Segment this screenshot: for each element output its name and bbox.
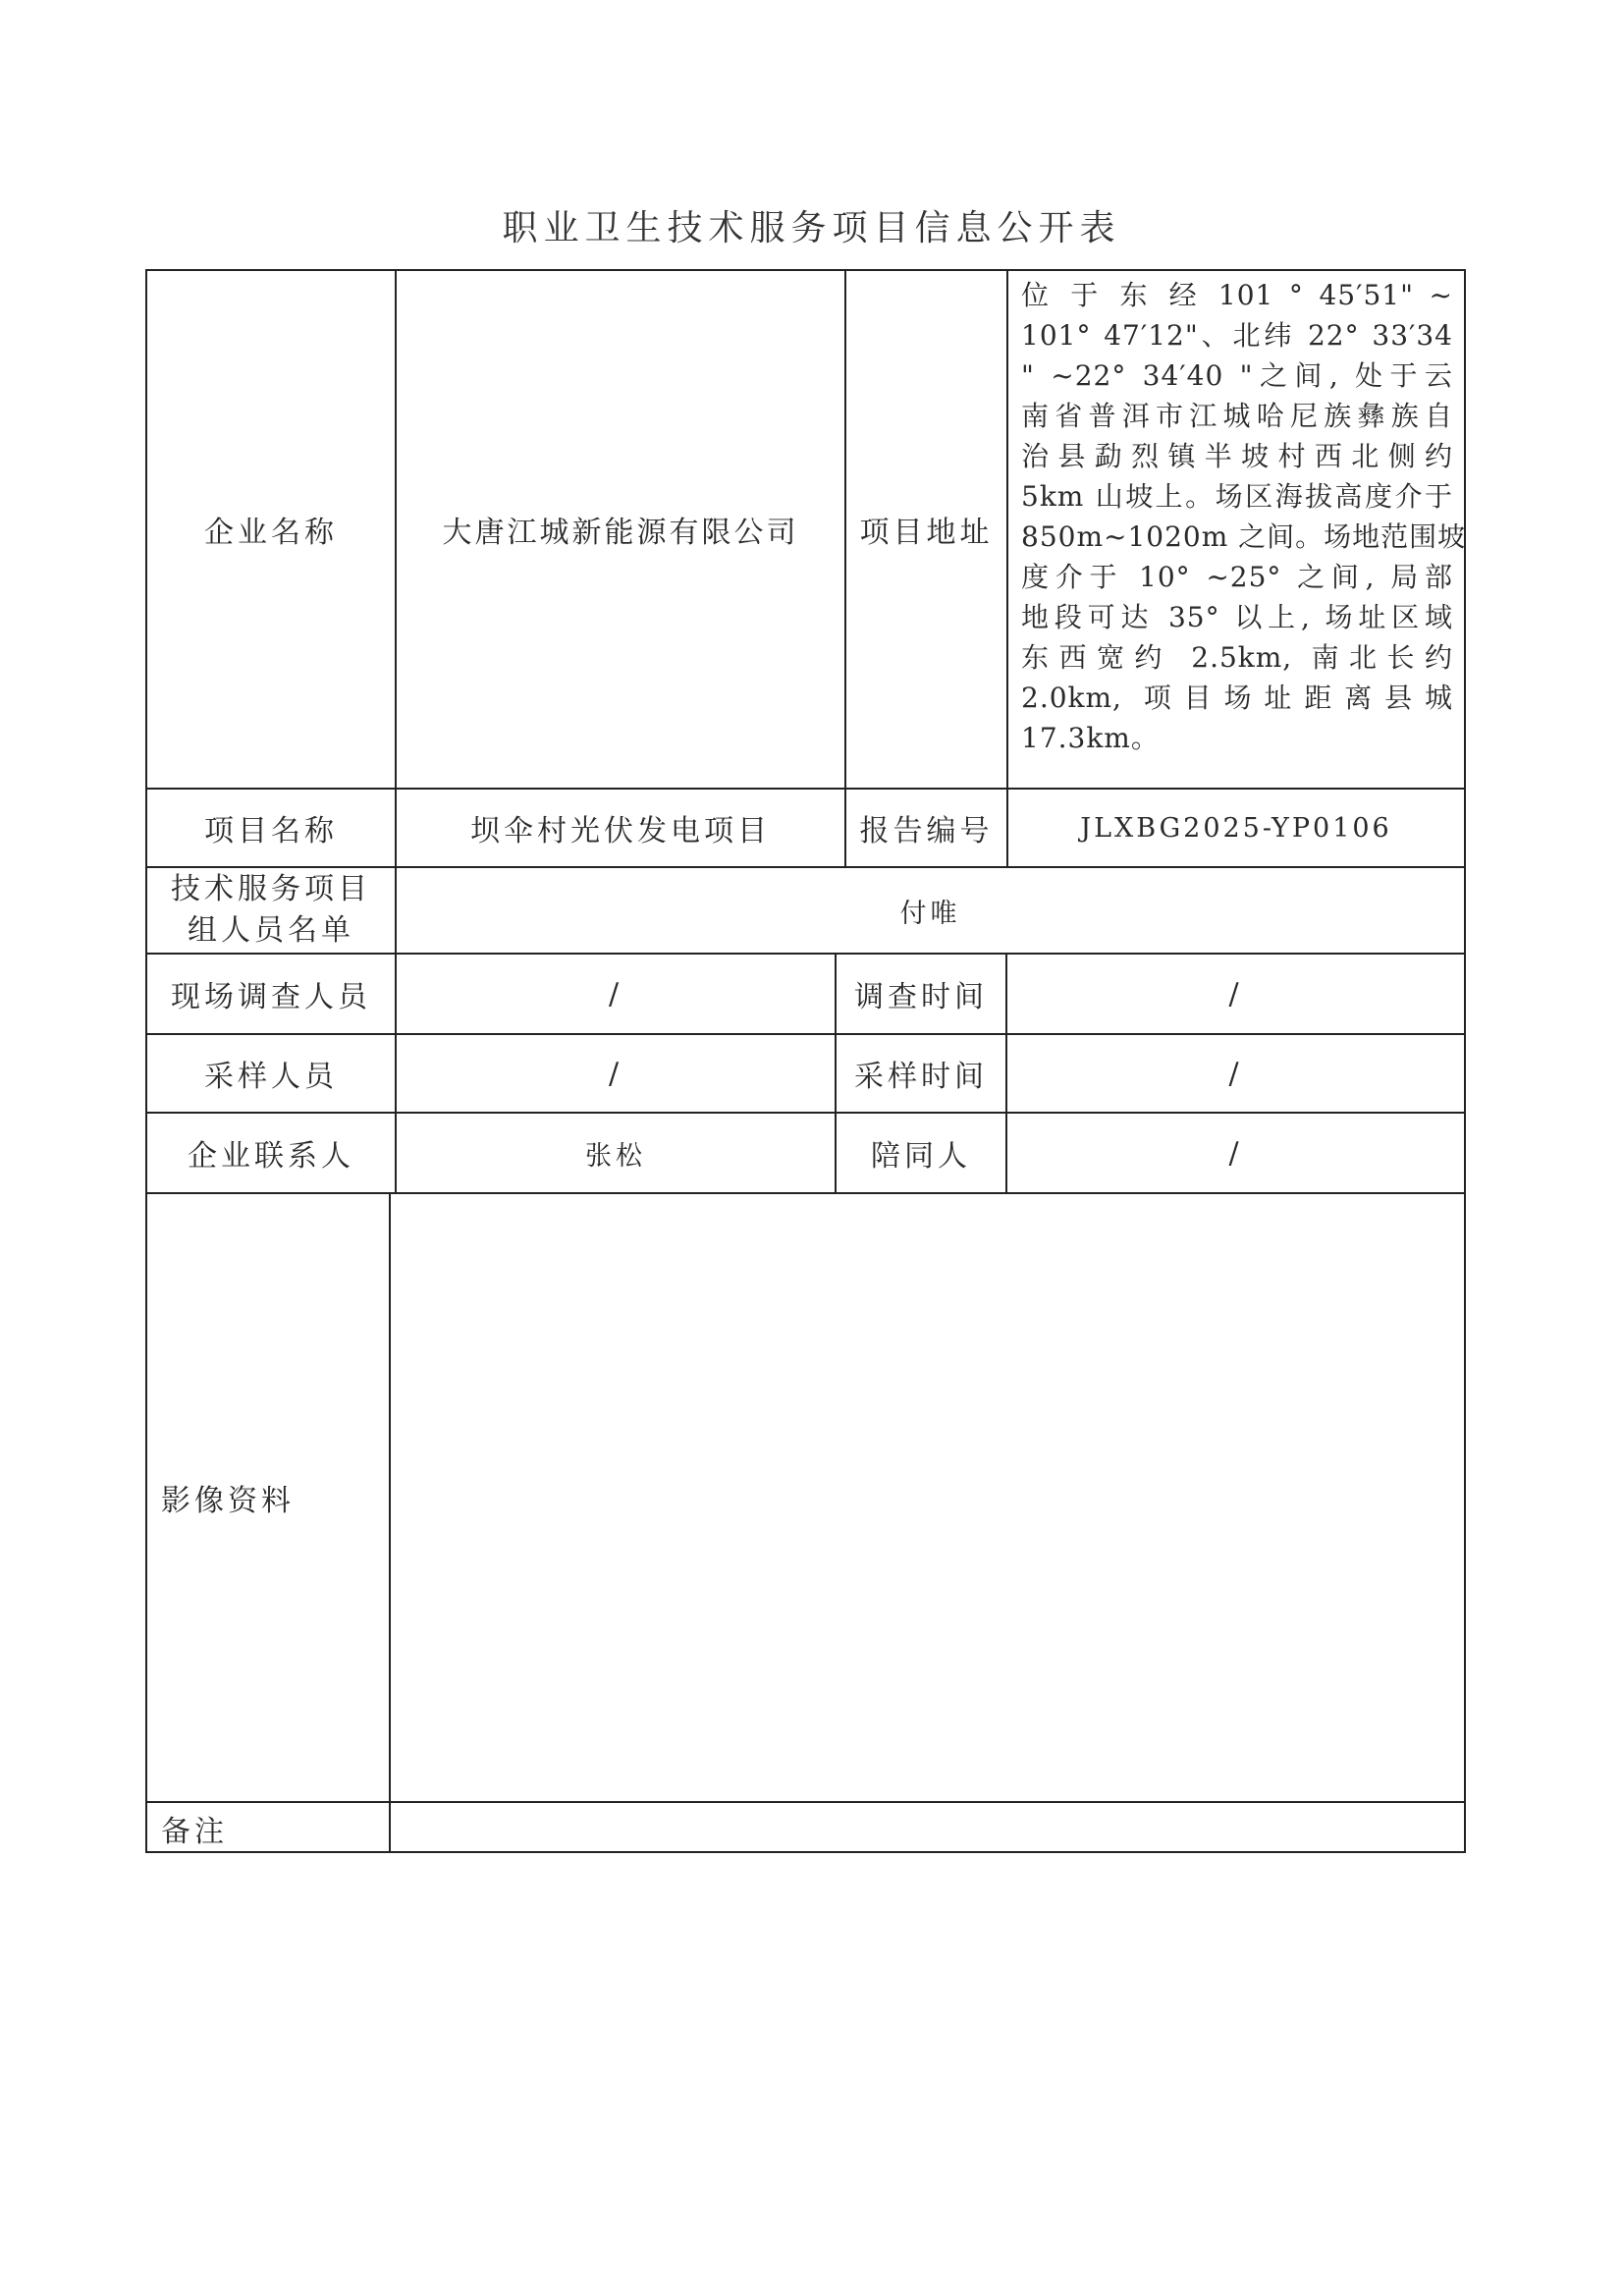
address-line: 度介于 10° ~25° 之间, 局部 xyxy=(1021,561,1453,593)
address-line: " ~22° 34′40 "之间, 处于云 xyxy=(1021,359,1453,392)
address-line: 17.3km。 xyxy=(1021,722,1160,754)
project-address-value xyxy=(1021,275,1467,758)
images-label: 影像资料 xyxy=(161,1484,295,1518)
notes-area xyxy=(391,1803,1464,1853)
survey-staff-value: / xyxy=(608,976,623,1011)
address-line: 治县勐烈镇半坡村西北侧约 xyxy=(1021,440,1453,472)
report-number-label: 报告编号 xyxy=(859,814,994,848)
team-label-line: 技术服务项目 xyxy=(171,872,371,906)
survey-time-label: 调查时间 xyxy=(854,980,988,1014)
project-name-value: 坝伞村光伏发电项目 xyxy=(470,814,771,848)
company-name-value: 大唐江城新能源有限公司 xyxy=(442,516,799,550)
escort-label: 陪同人 xyxy=(871,1139,971,1174)
address-line: 位 于 东 经 101 ° 45′51" ~ xyxy=(1021,279,1453,311)
company-contact-label: 企业联系人 xyxy=(188,1139,354,1174)
address-line: 南省普洱市江城哈尼族彝族自 xyxy=(1021,400,1453,432)
project-name-label: 项目名称 xyxy=(204,814,338,848)
address-line: 850m~1020m 之间。场地范围坡 xyxy=(1021,520,1467,553)
address-line: 101° 47′12"、北纬 22° 33′34 xyxy=(1021,319,1453,352)
address-line: 地段可达 35° 以上, 场址区域 xyxy=(1021,601,1453,633)
address-line: 5km 山坡上。场区海拔高度介于 xyxy=(1021,480,1453,513)
team-label-line: 组人员名单 xyxy=(188,913,354,948)
col-divider xyxy=(1006,271,1008,866)
address-line: 东西宽约 2.5km, 南北长约 xyxy=(1021,641,1453,674)
sampling-time-value: / xyxy=(1228,1056,1243,1091)
project-address-label: 项目地址 xyxy=(859,516,994,550)
escort-value: / xyxy=(1228,1135,1243,1171)
sampling-staff-value: / xyxy=(608,1056,623,1091)
notes-label: 备注 xyxy=(161,1814,228,1849)
company-contact-value: 张松 xyxy=(585,1140,646,1172)
address-line: 2.0km, 项目场址距离县城 xyxy=(1021,682,1453,714)
survey-staff-label: 现场调查人员 xyxy=(171,980,371,1014)
sampling-staff-label: 采样人员 xyxy=(204,1060,338,1094)
info-table xyxy=(145,269,1466,1853)
images-area xyxy=(391,1194,1464,1801)
report-number-value: JLXBG2025-YP0106 xyxy=(1080,812,1392,844)
team-members-value: 付唯 xyxy=(899,898,961,929)
page-title: 职业卫生技术服务项目信息公开表 xyxy=(502,208,1121,248)
team-members-label xyxy=(147,868,395,953)
survey-time-value: / xyxy=(1228,976,1243,1011)
sampling-time-label: 采样时间 xyxy=(854,1060,988,1094)
company-name-label: 企业名称 xyxy=(204,516,338,550)
